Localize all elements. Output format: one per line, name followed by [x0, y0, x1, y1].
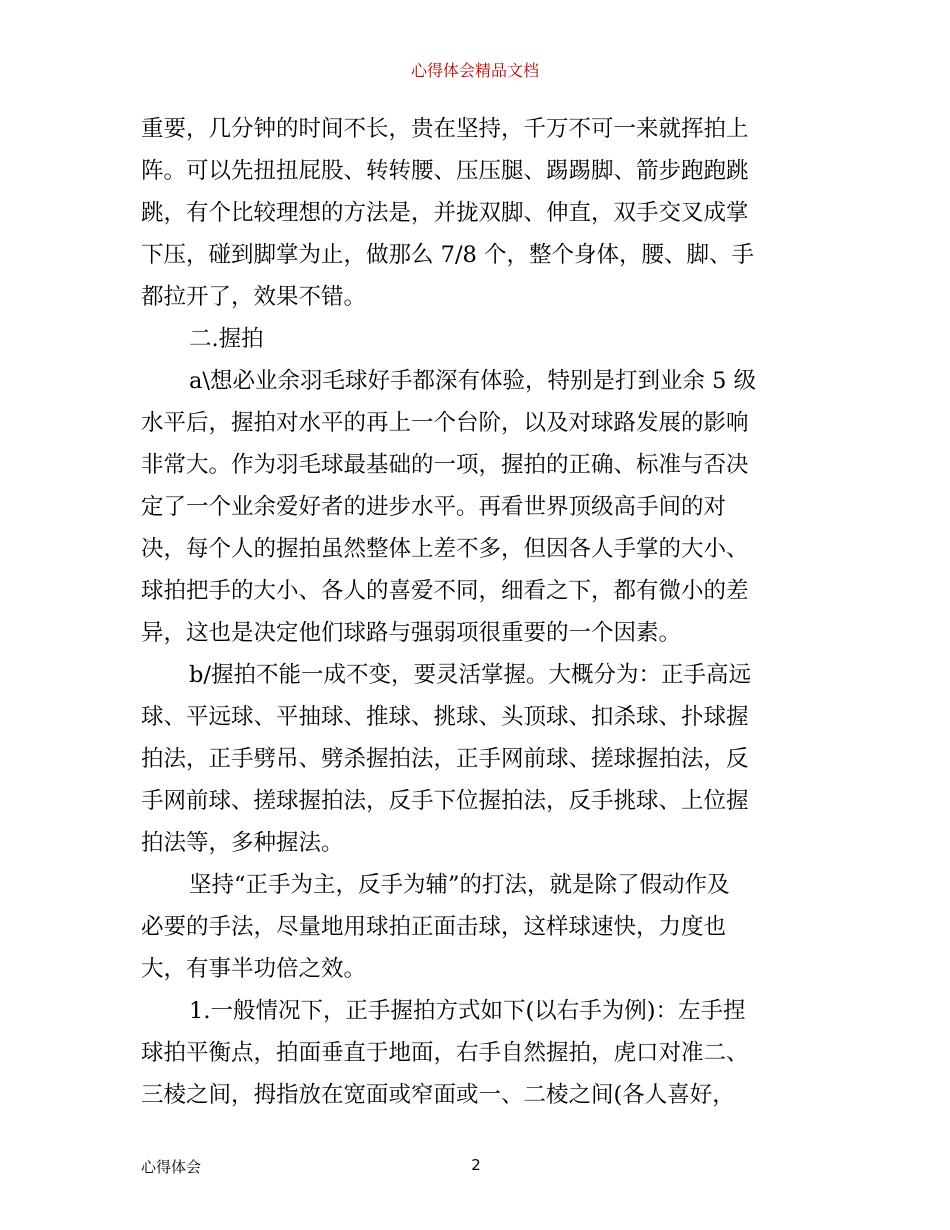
text-line: 决，每个人的握拍虽然整体上差不多，但因各人手掌的大小、 — [141, 536, 749, 562]
text-line: 1.一般情况下，正手握拍方式如下(以右手为例)：左手捏 — [189, 998, 746, 1024]
footer-label: 心得体会 — [141, 1158, 202, 1176]
text-line: 重要，几分钟的时间不长，贵在坚持，千万不可一来就挥拍上 — [141, 116, 749, 142]
text-line: a\想必业余羽毛球好手都深有体验，特别是打到业余 5 级 — [189, 368, 757, 394]
text-line: 水平后，握拍对水平的再上一个台阶，以及对球路发展的影响 — [141, 410, 749, 436]
text-line: 跳，有个比较理想的方法是，并拢双脚、伸直，双手交叉成掌 — [141, 200, 749, 226]
text-line: 球拍把手的大小、各人的喜爱不同，细看之下，都有微小的差 — [141, 578, 749, 604]
text-line: 下压，碰到脚掌为止，做那么 7/8 个，整个身体，腰、脚、手 — [141, 242, 755, 268]
text-line: 拍法等，多种握法。 — [141, 830, 344, 856]
text-line: 球拍平衡点，拍面垂直于地面，右手自然握拍，虎口对准二、 — [141, 1040, 749, 1066]
text-line: 异，这也是决定他们球路与强弱项很重要的一个因素。 — [141, 620, 682, 646]
section-heading: 二.握拍 — [189, 326, 264, 352]
text-line: 大，有事半功倍之效。 — [141, 956, 367, 982]
text-line: 必要的手法，尽量地用球拍正面击球，这样球速快，力度也 — [141, 914, 727, 940]
text-line: 定了一个业余爱好者的进步水平。再看世界顶级高手间的对 — [141, 494, 727, 520]
text-line: 拍法，正手劈吊、劈杀握拍法，正手网前球、搓球握拍法，反 — [141, 746, 749, 772]
text-line: 都拉开了，效果不错。 — [141, 284, 367, 310]
text-line: 三棱之间，拇指放在宽面或窄面或一、二棱之间(各人喜好， — [141, 1082, 735, 1108]
text-line: 球、平远球、平抽球、推球、挑球、头顶球、扣杀球、扑球握 — [141, 704, 749, 730]
text-line: 手网前球、搓球握拍法，反手下位握拍法，反手挑球、上位握 — [141, 788, 749, 814]
text-line: 阵。可以先扭扭屁股、转转腰、压压腿、踢踢脚、箭步跑跑跳 — [141, 158, 749, 184]
text-line: b/握拍不能一成不变，要灵活掌握。大概分为：正手高远 — [189, 662, 751, 688]
page-header-title: 心得体会精品文档 — [410, 61, 539, 80]
document-body — [141, 108, 813, 1116]
text-line: 非常大。作为羽毛球最基础的一项，握拍的正确、标准与否决 — [141, 452, 749, 478]
text-line: 坚持“正手为主，反手为辅”的打法，就是除了假动作及 — [189, 872, 730, 898]
page-number: 2 — [471, 1156, 481, 1174]
